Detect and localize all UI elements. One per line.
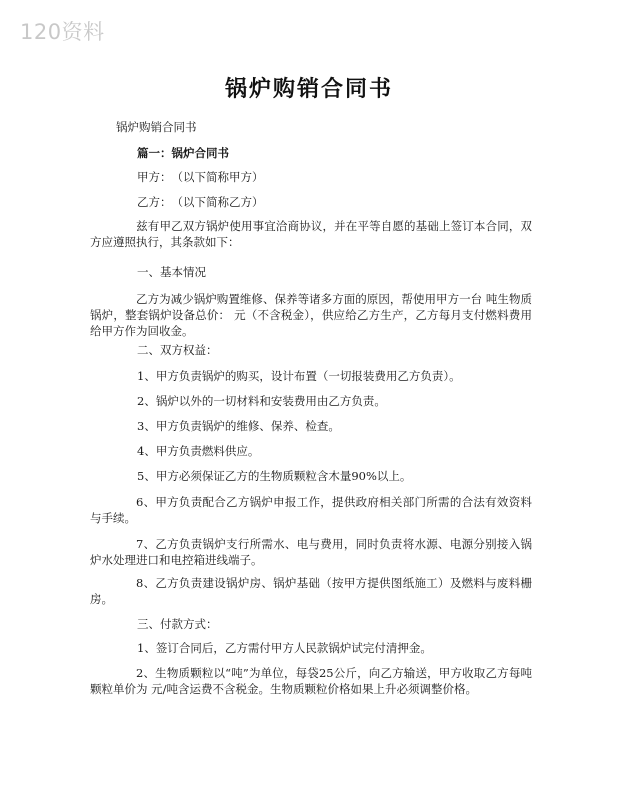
list-item: 2、锅炉以外的一切材料和安装费用由乙方负责。 <box>137 394 386 408</box>
watermark-logo: 120资料 <box>20 20 105 44</box>
section-1-paragraph: 乙方为减少锅炉购置维修、保养等诸多方面的原因，帮使用甲方一台 吨生物质锅炉，整套锅炉设备总价： 元（不含税金），供应给乙方生产，乙方每月支付燃料费用给甲方作为回收金。 <box>90 292 532 338</box>
party-a-line: 甲方： （以下简称甲方） <box>137 170 264 184</box>
list-item: 7、乙方负责锅炉支行所需水、电与费用，同时负责将水源、电源分别接入锅炉水处理进口和电控箱进线端子。 <box>90 537 532 567</box>
list-item: 1、甲方负责锅炉的购买，设计布置（一切报装费用乙方负责）。 <box>137 369 461 383</box>
list-item: 8、乙方负责建设锅炉房、锅炉基础（按甲方提供图纸施工）及燃料与废料栅房。 <box>90 576 532 606</box>
document-subtitle: 锅炉购销合同书 <box>116 120 197 134</box>
section-heading: 篇一：锅炉合同书 <box>137 146 229 160</box>
list-item: 1、签订合同后，乙方需付甲方人民款锅炉试完付清押金。 <box>137 641 432 655</box>
list-item: 3、甲方负责锅炉的维修、保养、检查。 <box>137 419 340 433</box>
party-b-line: 乙方： （以下简称乙方） <box>137 195 264 209</box>
section-3-heading: 三、付款方式： <box>137 617 218 631</box>
list-item: 6、甲方负责配合乙方锅炉申报工作，提供政府相关部门所需的合法有效资料与手续。 <box>90 495 532 525</box>
list-item: 4、甲方负责燃料供应。 <box>137 444 260 458</box>
intro-paragraph: 兹有甲乙双方锅炉使用事宜洽商协议，并在平等自愿的基础上签订本合同，双方应遵照执行，其条款如下： <box>90 219 532 249</box>
list-item: 2、生物质颗粒以“吨”为单位，每袋25公斤，向乙方输送，甲方收取乙方每吨颗粒单价为 元/吨含运费不含税金。生物质颗粒价格如果上升必须调整价格。 <box>90 666 532 696</box>
section-1-heading: 一、基本情况 <box>137 265 206 279</box>
list-item: 5、甲方必须保证乙方的生物质颗粒含木量90%以上。 <box>137 469 412 483</box>
document-title: 锅炉购销合同书 <box>224 77 393 102</box>
section-2-heading: 二、双方权益： <box>137 343 218 357</box>
